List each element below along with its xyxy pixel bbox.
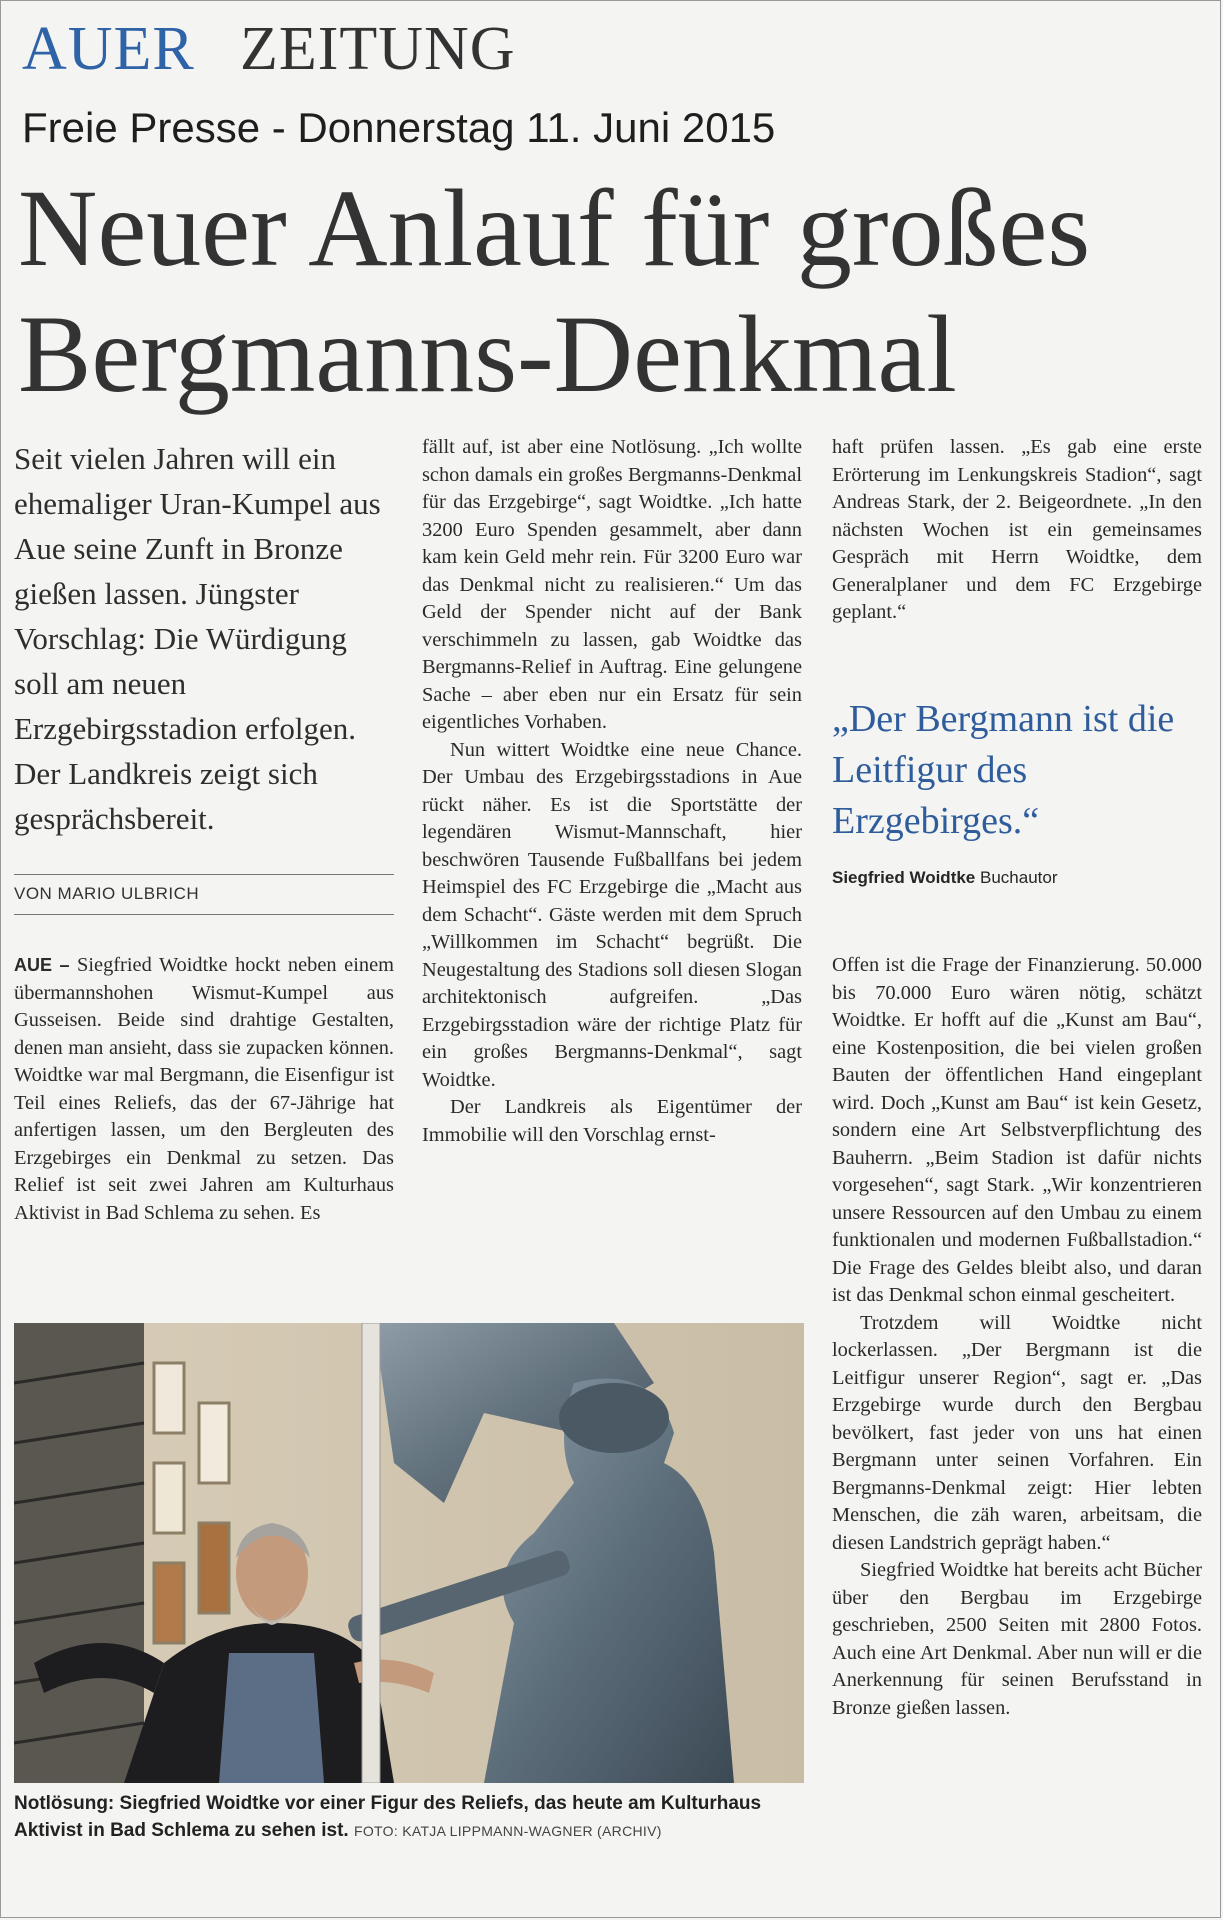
- masthead-section: ZEITUNG: [240, 15, 516, 83]
- byline: VON MARIO ULBRICH: [14, 884, 200, 903]
- photo-caption-text: Notlösung: Siegfried Woidtke vor einer Figur des Reliefs, das heute am Kulturhaus Aktivist in Bad Schlema zu sehen ist.: [14, 1793, 762, 1841]
- pull-quote-name: Siegfried Woidtke: [832, 868, 976, 887]
- article-photo: [14, 1323, 804, 1783]
- column-2-paragraph-2: Nun wittert Woidtke eine neue Chance. Der Umbau des Erzgebirgsstadions in Aue rückt näher. Es ist die Sportstätte der legendären Wismut-Mannschaft, hier beschwören Tausende Fußballfans bei jedem Heimspiel des FC Erzgebirge die „Macht aus dem Schacht“. Gäste werden mit dem Spruch „Willkommen im Schacht“ begrüßt. Die Neugestaltung des Stadions soll diesen Slogan architektonisch aufgreifen. „Das Erzgebirgsstadion wäre der richtige Platz für ein großes Bergmanns-Denkmal“, sagt Woidtke.: [422, 738, 802, 1091]
- column-2-paragraph-3: Der Landkreis als Eigentümer der Immobilie will den Vorschlag ernst-: [422, 1096, 802, 1146]
- column-3-paragraph-1: Offen ist die Frage der Finanzierung. 50.000 bis 70.000 Euro wären nötig, schätzt Woidtke. Er hofft auf die „Kunst am Bau“, eine Kostenposition, die bei vielen großen Bauten der öffentlichen Hand eingeplant wird. Doch „Kunst am Bau“ ist kein Gesetz, sondern eine Art Selbstverpflichtung des Bauherrn. „Beim Stadion ist dafür nichts vorgesehen“, sagt Stark. „Wir konzentrieren unsere Ressourcen auf den Umbau zu einem funktionalen und modernen Fußballstadion.“ Die Frage des Geldes bleibt also, und daran ist das Denkmal schon einmal gescheitert.: [832, 954, 1202, 1306]
- byline-rule-top: [14, 874, 394, 875]
- masthead-brand: AUER: [22, 15, 195, 83]
- column-1: [14, 952, 394, 1227]
- column-3-paragraph-2: Trotzdem will Woidtke nicht lockerlassen. „Der Bergmann ist die Leitfigur unserer Region“, sagt er. „Das Erzgebirge wurde durch den Bergbau bevölkert, fast jeder von uns hat einen Bergmann unter seinen Vorfahren. Ein Bergmanns-Denkmal zeigt: Hier lebten Menschen, die zäh waren, arbeitsam, die diesen Landstrich geprägt haben.“: [832, 1311, 1202, 1554]
- column-3-paragraph-3: Siegfried Woidtke hat bereits acht Bücher über den Bergbau im Erzgebirge geschrieben, 2500 Seiten mit 2800 Fotos. Auch eine Art Denkmal. Aber nun will er die Anerkennung für seinen Berufsstand in Bronze gießen lassen.: [832, 1559, 1202, 1719]
- photo-illustration: [14, 1323, 804, 1783]
- pull-quote-role: Buchautor: [980, 868, 1058, 887]
- column-2: [422, 434, 802, 1149]
- pull-quote-source: [832, 868, 1058, 888]
- byline-rule-bottom: [14, 914, 394, 915]
- column-1-text: Siegfried Woidtke hockt neben einem übermannshohen Wismut-Kumpel aus Gusseisen. Beide sind drahtige Gestalten, denen man ansieht, dass sie zupacken können. Woidtke war mal Bergmann, die Eisenfigur ist Teil eines Reliefs, das der 67-Jährige hat anfertigen lassen, um den Bergleuten des Erzgebirges ein Denkmal zu setzen. Das Relief ist seit zwei Jahren am Kulturhaus Aktivist in Bad Schlema zu sehen. Es: [14, 954, 394, 1224]
- pull-quote: „Der Bergmann ist die Leitfigur des Erzgebirges.“: [832, 698, 1175, 842]
- dateline: Freie Presse - Donnerstag 11. Juni 2015: [22, 104, 776, 151]
- photo-credit: FOTO: KATJA LIPPMANN-WAGNER (ARCHIV): [354, 1823, 662, 1839]
- column-2-paragraph-1: fällt auf, ist aber eine Notlösung. „Ich wollte schon damals ein großes Bergmanns-Denkmal für das Erzgebirge“, sagt Woidtke. „Ich hatte 3200 Euro Spenden gesammelt, aber dann kam kein Geld mehr rein. Für 3200 Euro war das Denkmal nicht zu realisieren.“ Um das Geld der Spender nicht auf der Bank verschimmeln zu lassen, gab Woidtke das Bergmanns-Relief in Auftrag. Eine gelungene Sache – aber eben nur ein Ersatz für sein eigentliches Vorhaben.: [422, 436, 802, 733]
- dateline-kicker: AUE –: [14, 955, 70, 975]
- headline: Neuer Anlauf für großes Bergmanns-Denkmal: [18, 167, 1091, 415]
- column-3: [832, 952, 1202, 1722]
- column-3-top: haft prüfen lassen. „Es gab eine erste Erörterung im Lenkungskreis Stadion“, sagt Andreas Stark, der 2. Beigeordnete. „In den nächsten Wochen ist ein gemeinsames Gespräch mit Herrn Woidtke, dem Generalplaner und dem FC Erzgebirge geplant.“: [832, 436, 1202, 623]
- photo-caption: [14, 1790, 804, 1845]
- lead-paragraph: Seit vielen Jahren will ein ehemaliger Uran-Kumpel aus Aue seine Zunft in Bronze gießen lassen. Jüngster Vorschlag: Die Würdigung soll am neuen Erzgebirgsstadion erfolgen. Der Landkreis zeigt sich gesprächsbereit.: [14, 441, 381, 836]
